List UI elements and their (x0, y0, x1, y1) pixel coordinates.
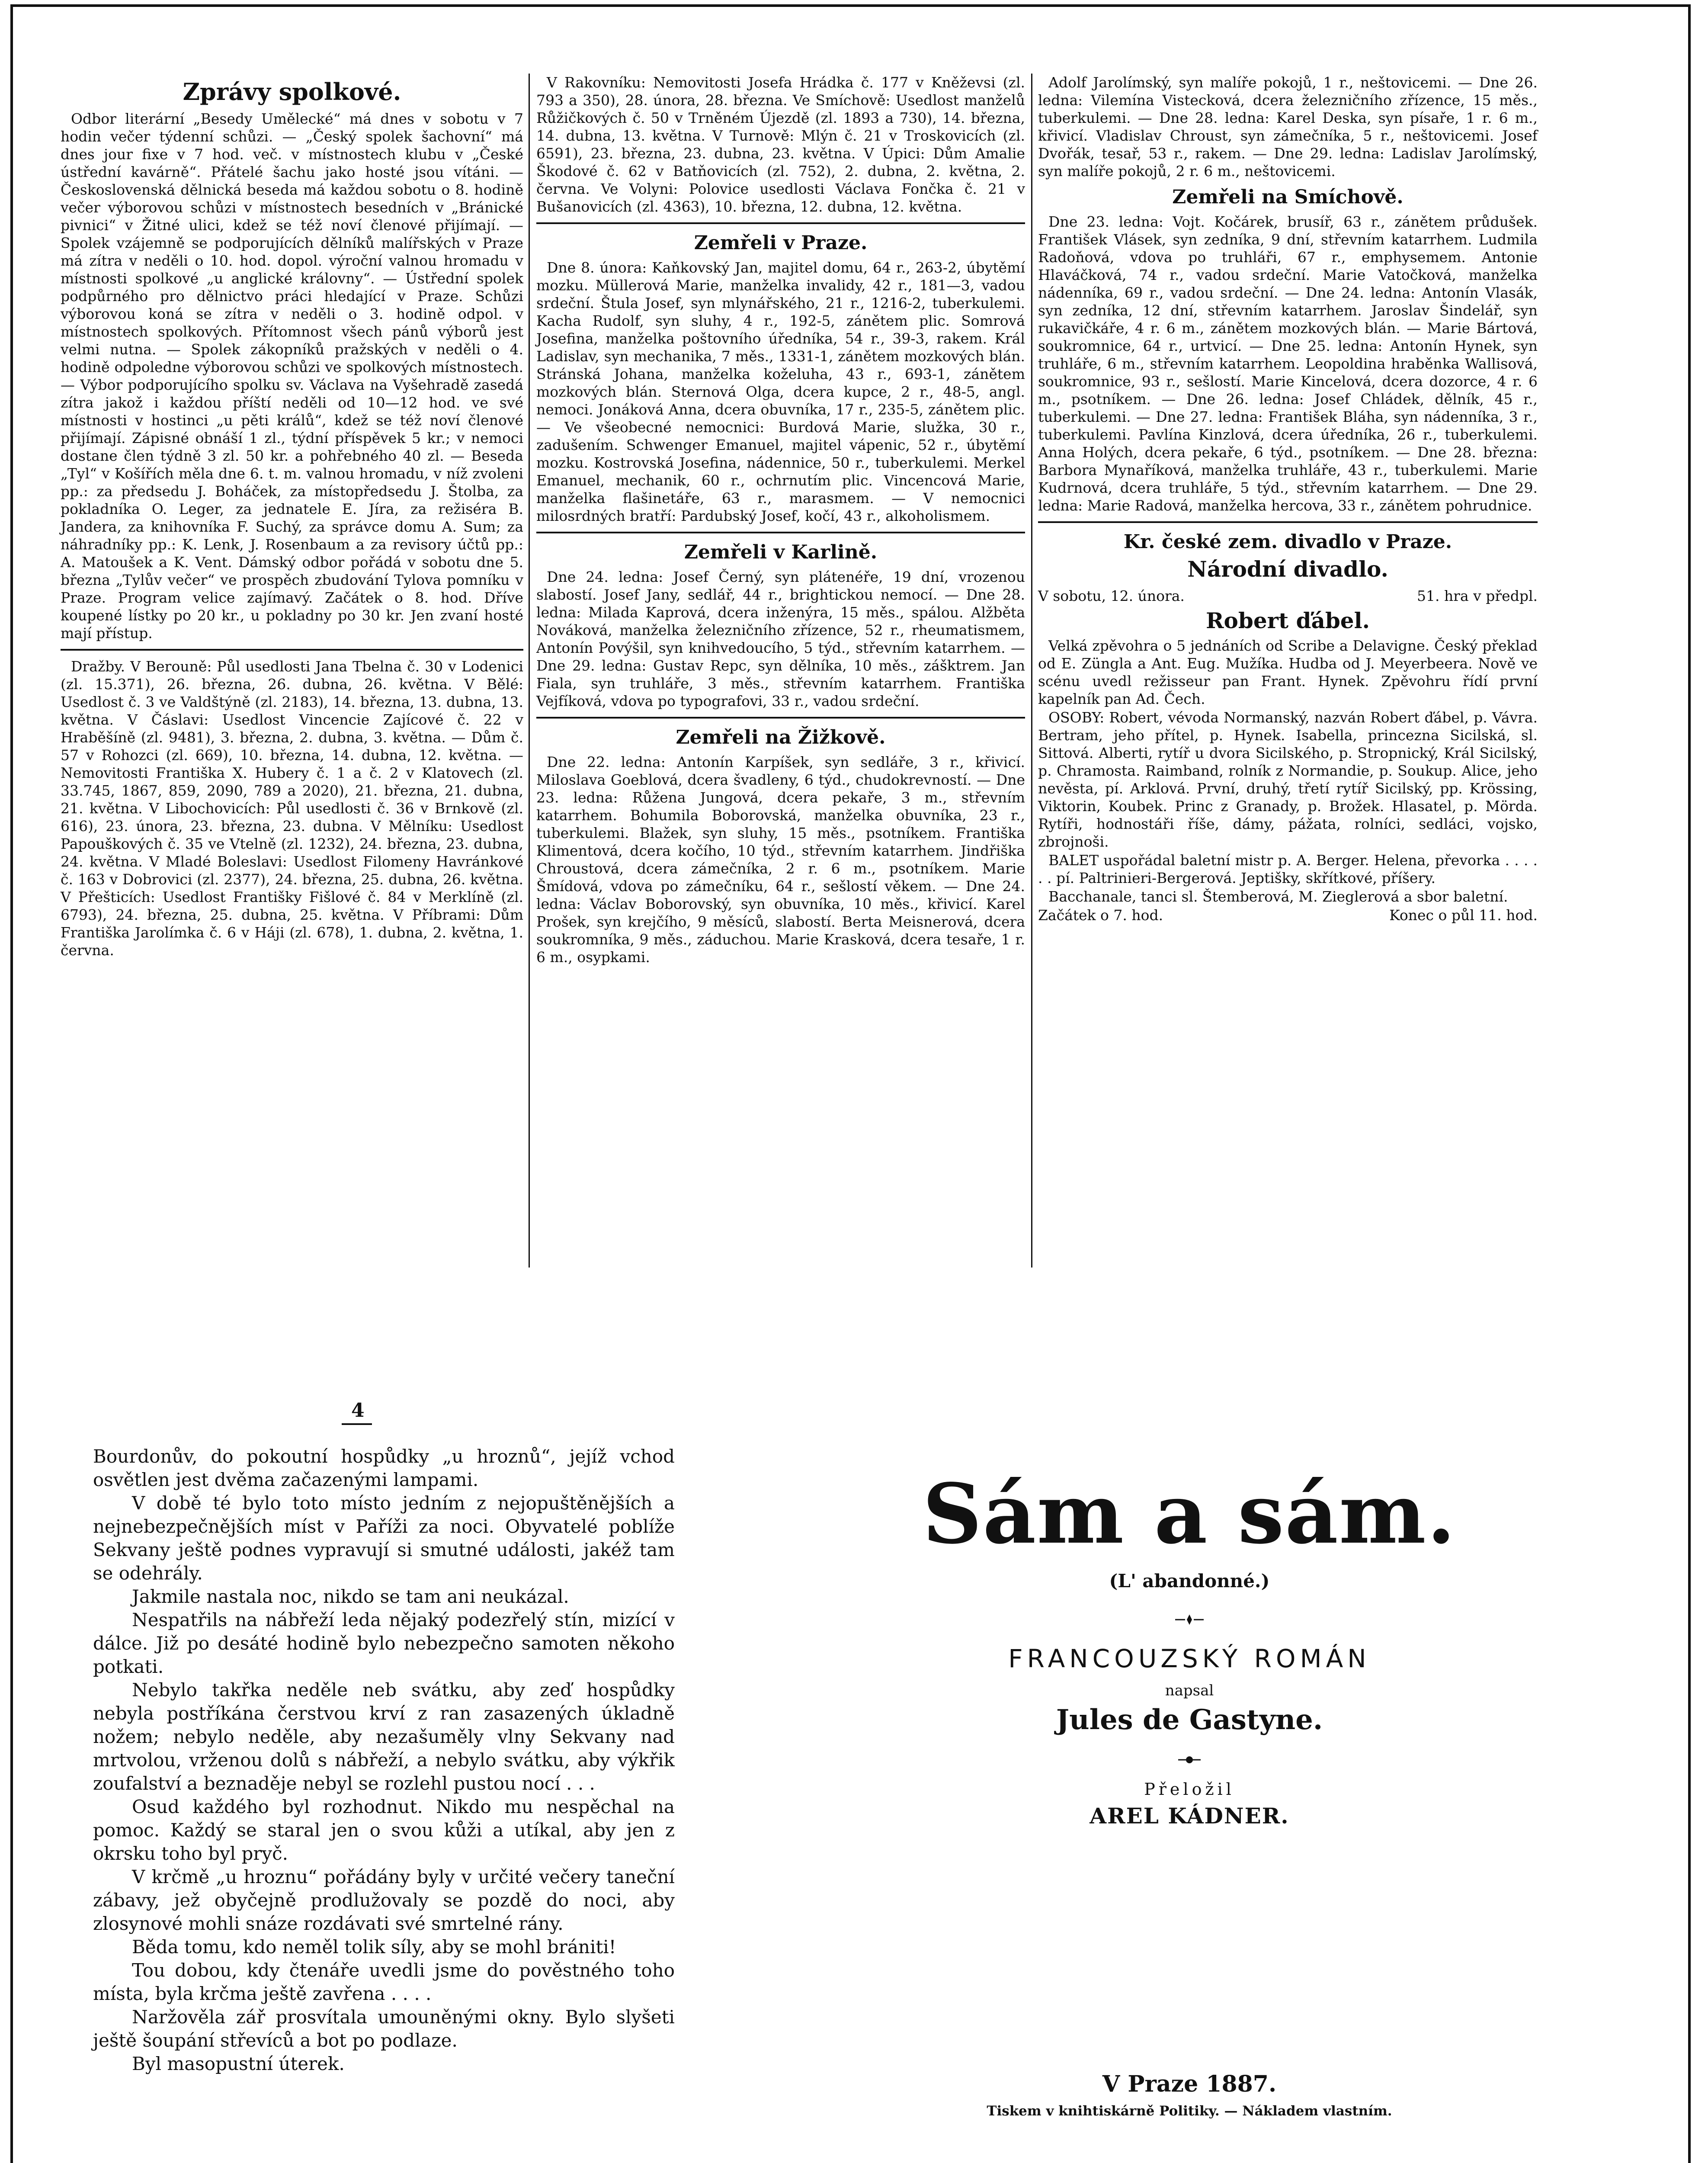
original-title: (L' abandonné.) (1109, 1570, 1270, 1592)
ballet-info: BALET uspořádal baletní mistr p. A. Berger. Helena, převorka . . . . . . pí. Paltrinieri-Bergerová. Jeptišky, skřítkové, příšery. (1038, 852, 1538, 886)
story-paragraph: Osud každého byl rozhodnut. Nikdo mu nespěchal na pomoc. Každý se staral jen o svou kůži a utíkal, aby jen z okrsku toho byl pryč. (93, 1796, 675, 1864)
heading-zemreli-zizkov: Zemřeli na Žižkově. (676, 726, 886, 748)
imprint-place: V Praze 1887. (1102, 2071, 1277, 2097)
book-title: Sám a sám. (922, 1466, 1457, 1562)
story-paragraph: Bourdonův, do pokoutní hospůdky „u hroznů“, jejíž vchod osvětlen jest dvěma začazenými lampami. (93, 1446, 675, 1490)
story-paragraph: Tou dobou, kdy čtenáře uvedli jsme do pověstného toho místa, byla krčma ještě zavřena . . . . (93, 1960, 675, 2004)
title-page (843, 1467, 1535, 2119)
drazby-continued: V Rakovníku: Nemovitosti Josefa Hrádka č. 177 v Kněževsi (zl. 793 a 350), 28. února, 28. března. Ve Smíchově: Usedlost manželů Růžičkových č. 50 v Trněném Újezdě (zl. 1893 a 730), 14. března, 14. dubna, 13. května. V Turnově: Mlýn č. 21 v Troskovicích (zl. 6591), 23. března, 23. dubna, 23. května. V Úpici: Dům Amalie Škodové č. 62 v Batňovicích (zl. 752), 2. dubna, 2. května, 2. června. Ve Volyni: Polovice usedlosti Václava Fončka č. 21 v Bušanovicích (zl. 4363), 10. března, 12. dubna, 12. května. (536, 74, 1025, 215)
heading-zpravy-spolkove: Zprávy spolkové. (183, 78, 401, 106)
times-row (1038, 906, 1538, 924)
start-time: Začátek o 7. hod. (1038, 907, 1163, 924)
divider (536, 532, 1025, 533)
story-paragraph: Jakmile nastala noc, nikdo se tam ani neukázal. (132, 1586, 569, 1607)
zemreli-praha-text: Dne 8. února: Kaňkovský Jan, majitel domu, 64 r., 263-2, úbytěmí mozku. Müllerová Marie, manželka invalidy, 42 r., 181—3, vadou srdeční. Štula Josef, syn mlynářského, 21 r., 1216-2, tuberkulemi. Kacha Rudolf, syn sluhy, 4 r., 192-5, zánětem plic. Somrová Josefina, manželka poštovního úředníka, 54 r., 39-3, rakem. Král Ladislav, syn mechanika, 7 měs., 1331-1, zánětem mozkových blán. Stránská Johana, manželka koželuha, 43 r., 693-1, zánětem mozkových blán. Sternová Olga, dcera kupce, 2 r., 48-5, angl. nemoci. Jonáková Anna, dcera obuvníka, 17 r., 235-5, zánětem plic. — Ve všeobecné nemocnici: Burdová Marie, služka, 30 r., zadušením. Schwenger Emanuel, majitel vápenic, 52 r., úbytěmí mozku. Kostrovská Josefina, nádennice, 50 r., tuberkulemi. Merkel Emanuel, mechanik, 60 r., ochrnutím plic. Vincencová Marie, manželka flašinetáře, 63 r., marasmem. — V nemocnici milosrdných bratří: Pardubský Josef, kočí, 43 r., alkoholismem. (536, 259, 1025, 524)
zemreli-karlin-text: Dne 24. ledna: Josef Černý, syn plátenéře, 19 dní, vrozenou slabostí. Josef Jany, sedlář, 44 r., brightickou nemocí. — Dne 28. ledna: Milada Kaprová, dcera inženýra, 15 měs., spálou. Alžběta Nováková, manželka železničního zřízence, 52 r., rheumatismem, Antonín Povýšil, syn knihvedoucího, 5 týd., střevním katarrhem. — Dne 29. ledna: Gustav Repc, syn dělníka, 10 měs., zášktrem. Jan Fiala, syn truhláře, 3 měs., střevním katarrhem. Františka Vejfíková, vdova po typografovi, 33 r., vadou srdeční. (536, 568, 1025, 709)
story-paragraph: Nespatřils na nábřeží leda nějaký podezřelý stín, mizící v dálce. Již po desáté hodině bylo nebezpečno samoten někoho potkati. (93, 1609, 675, 1677)
performance-row (1038, 587, 1538, 605)
column-2 (536, 74, 1025, 967)
zizkov-continued: Adolf Jarolímský, syn malíře pokojů, 1 r., neštovicemi. — Dne 26. ledna: Vilemína Vistecková, dcera železničního zřízence, 15 měs., tuberkulemi. — Dne 28. ledna: Karel Deska, syn písaře, 1 r. 6 m., křivicí. Vladislav Chroust, syn zámečníka, 5 r., neštovicemi. Josef Dvořák, tesař, 53 r., rakem. — Dne 29. ledna: Ladislav Jarolímský, syn malíře pokojů, 2 r. 6 m., neštovicemi. (1038, 74, 1538, 180)
story-paragraph: Byl masopustní úterek. (132, 2053, 345, 2074)
end-time: Konec o půl 11. hod. (1389, 907, 1538, 924)
story-paragraph: V době té bylo toto místo jedním z nejopuštěnějších a nejnebezpečnějších míst v Paříži za noci. Obyvatelé poblíže Sekvany ještě podnes vypravují si smutné události, jakéž tam se odehrály. (93, 1492, 675, 1584)
page-number-rule (342, 1423, 372, 1425)
ornament-icon (843, 1749, 1535, 1771)
story-paragraph: Běda tomu, kdo neměl tolik síly, aby se mohl brániti! (132, 1936, 616, 1958)
heading-zemreli-karlin: Zemřeli v Karlině. (684, 541, 878, 563)
napsal-label: napsal (1165, 1682, 1214, 1699)
play-title: Robert ďábel. (1205, 608, 1370, 633)
divider (61, 649, 523, 651)
column-1 (61, 74, 523, 960)
story-paragraph: Naržověla zář prosvítala umouněnými okny. Bylo slyšeti ještě šoupání střevíců a bot po podlaze. (93, 2006, 675, 2051)
cast-list: OSOBY: Robert, vévoda Normanský, nazván Robert ďábel, p. Vávra. Bertram, jeho přítel, p. Hynek. Isabella, princezna Sicilská, sl. Sittová. Alberti, rytíř u dvora Sicilského, p. Stropnický, Král Sicilský, p. Chramosta. Raimband, rolník z Normandie, p. Soukup. Alice, jeho nevěsta, pí. Arklová. První, druhý, třetí rytíř Sicilský, pp. Krössing, Viktorin, Koubek. Princ z Granady, p. Brožek. Hlasatel, p. Mörda. Rytíři, hodnostáři říše, dámy, pážata, rolníci, sedláci, vojsko, zbrojnoši. (1038, 709, 1538, 850)
theatre-subheading: Národní divadlo. (1187, 556, 1388, 582)
heading-zemreli-smichov: Zemřeli na Smíchově. (1172, 186, 1404, 208)
divider (1038, 521, 1538, 523)
performance-number: 51. hra v předpl. (1416, 587, 1538, 604)
genre: FRANCOUZSKÝ ROMÁN (1008, 1644, 1371, 1673)
ornament-icon (843, 1609, 1535, 1631)
heading-zemreli-praha: Zemřeli v Praze. (694, 232, 868, 254)
spolkove-text: Odbor literární „Besedy Umělecké“ má dnes v sobotu v 7 hodin večer týdenní schůzi. — „Český spolek šachovní“ má dnes jour fixe v 7 hod. več. v místnostech klubu v „České ústřední kavárně“. Přátelé šachu jako hosté jsou vítáni. — Československá dělnická beseda má každou sobotu o 8. hodině večer výborovou schůzi v místnostech besedních v „Bránické pivnici“ v Žitné ulici, kdež se též noví členové přijímají. — Spolek vzájemně se podporujících dělníků malířských v Praze má zítra v neděli o 10. hod. dopol. výroční valnou hromadu v místnosti spolkové „u anglické královny“. — Ústřední spolek podpůrného pro dělnictvo práci hledající v Praze. Schůzi výborovou koná se zítra v neděli o 3. hodině odpol. v místnostech spolkových. Přítomnost všech pánů výborů jest velmi nutna. — Spolek zákopníků pražských v neděli o 4. hodině odpoledne výborovou schůzi ve spolkových místnostech. — Výbor podporujícího spolku sv. Václava na Vyšehradě zasedá zítra jakož i každou příští neděli od 10—12 hod. ve své místnosti v hostinci „u pěti králů“, kdež se též noví členové přijímají. Zápisné obnáší 1 zl., týdní příspěvek 5 kr.; v nemoci dostane člen týdně 3 zl. 50 kr. a pohřebného 40 zl. — Beseda „Tyl“ v Košířích měla dne 6. t. m. valnou hromadu, v níž zvoleni pp.: za předsedu J. Boháček, za místopředsedu J. Štolba, za pokladníka O. Leger, za jednatele E. Jíra, za režiséra B. Jandera, za knihovníka F. Suchý, za správce domu A. Sum; za náhradníky pp.: K. Lenk, J. Rosenbaum a za revisory účtů pp.: A. Matoušek a K. Vent. Dámský odbor pořádá v sobotu dne 5. března „Tylův večer“ ve prospěch zbudování Tylova pomníku v Praze. Program velice zajímavý. Začátek o 8. hod. Dříve koupené lístky po 20 kr., u pokladny po 30 kr. Jen zvaní hosté mají přístup. (61, 110, 523, 642)
divider (536, 717, 1025, 719)
author: Jules de Gastyne. (1056, 1704, 1323, 1736)
page-number: 4 (351, 1399, 365, 1422)
story-paragraph: V krčmě „u hroznu“ pořádány byly v určité večery taneční zábavy, jež obyčejně prodlužovaly se pozdě do noci, aby zlosynové mohli snáze rozdávati své smrtelné rány. (93, 1866, 675, 1934)
zemreli-zizkov-text: Dne 22. ledna: Antonín Karpíšek, syn sedláře, 3 r., křivicí. Miloslava Goeblová, dcera švadleny, 6 týd., chudokrevností. — Dne 23. ledna: Růžena Jungová, dcera pekaře, 3 m., střevním katarrhem. Bohumila Boborovská, manželka obuvníka, 23 r., tuberkulemi. Blažek, syn sluhy, 15 měs., psotníkem. Františka Klimentová, dcera kočího, 10 týd., střevním katarrhem. Jindřiška Chroustová, dcera zámečníka, 2 r. 6 m., psotníkem. Marie Šmídová, vdova po zámečníku, 64 r., sešlostí věkem. — Dne 24. ledna: Václav Boborovský, syn obuvníka, 10 měs., křivicí. Karel Prošek, syn krejčího, 9 měsíců, slabostí. Berta Meisnerová, dcera soukromníka, 9 měs., záduchou. Marie Krasková, dcera tesaře, 1 r. 6 m., osypkami. (536, 754, 1025, 966)
theatre-heading: Kr. české zem. divadlo v Praze. (1123, 531, 1452, 553)
column-separator (1031, 74, 1032, 1268)
performance-date: V sobotu, 12. února. (1038, 587, 1185, 604)
column-separator (529, 74, 530, 1268)
opera-description: Velká zpěvohra o 5 jednáních od Scribe a Delavigne. Český překlad od E. Züngla a Ant. Eug. Mužíka. Hudba od J. Meyerbeera. Nově ve scénu uvedl režisseur pan Frant. Hynek. Zpěvohru řídí první kapelník pan Ad. Čech. (1038, 637, 1538, 707)
zemreli-smichov-text: Dne 23. ledna: Vojt. Kočárek, brusíř, 63 r., zánětem průdušek. František Vlásek, syn zedníka, 9 dní, střevním katarrhem. Ludmila Radoňová, vdova po truhláři, 67 r., emphysemem. Antonie Hlaváčková, 74 r., vadou srdeční. Marie Vatočková, manželka nádenníka, 69 r., vadou srdeční. — Dne 24. ledna: Antonín Vlasák, syn zedníka, 12 dní, střevním katarrhem. Jaroslav Šindelář, syn rukavičkáře, 4 r. 6 m., zánětem mozkových blán. — Marie Bártová, soukromnice, 64 r., urtvicí. — Dne 25. ledna: Antonín Hynek, syn truhláře, 6 m., střevním katarrhem. Leopoldina hraběnka Wallisová, soukromnice, 93 r., sešlostí. Marie Kincelová, dcera dozorce, 4 r. 6 m., psotníkem. — Dne 26. ledna: Josef Chládek, dělník, 45 r., tuberkulemi. — Dne 27. ledna: František Bláha, syn nádenníka, 3 r., tuberkulemi. Pavlína Kinzlová, dcera úředníka, 26 r., tuberkulemi. Anna Holých, dcera pekaře, 6 týd., psotníkem. — Dne 28. března: Barbora Mynaříková, manželka truhláře, 43 r., tuberkulemi. Marie Kudrnová, dcera truhláře, 5 týd., střevním katarrhem. — Dne 29. ledna: Marie Radová, manželka hercova, 33 r., zánětem pohrudnice. (1038, 213, 1538, 514)
story-paragraph: Nebylo takřka neděle neb svátku, aby zeď hospůdky nebyla postříkána čerstvou krví z ran zasazených úkladně nožem; nebylo neděle, aby nezašuměly vlny Sekvany nad mrtvolou, vrženou dolů s nábřeží, a nebylo svátku, aby výkřik zoufalství a beznaděje nebyl se rozlehl pustou nocí . . . (93, 1679, 675, 1794)
translated-by-label: Přeložil (1144, 1780, 1235, 1799)
story-text (93, 1445, 675, 2076)
translator: AREL KÁDNER. (1090, 1803, 1289, 1829)
column-3 (1038, 74, 1538, 924)
printer-line: Tiskem v knihtiskárně Politiky. — Nákladem vlastním. (987, 2103, 1392, 2119)
bacchanale-info: Bacchanale, tanci sl. Štemberová, M. Zieglerová a sbor baletní. (1048, 888, 1508, 905)
divider (536, 222, 1025, 224)
drazby-text: Dražby. V Berouně: Půl usedlosti Jana Tbelna č. 30 v Lodenici (zl. 15.371), 26. března, 26. dubna, 26. května. V Bělé: Usedlost č. 3 ve Valdštýně (zl. 2183), 14. března, 13. dubna, 13. května. V Čáslavi: Usedlost Vincencie Zajícové č. 22 v Hraběšíně (zl. 9481), 3. března, 2. dubna, 3. května. — Dům č. 57 v Rohozci (zl. 669), 10. března, 14. dubna, 12. května. — Nemovitosti Františka X. Hubery č. 1 a č. 2 v Klatovech (zl. 33.745, 1867, 859, 2090, 789 a 2020), 21. března, 21. dubna, 21. května. V Libochovicích: Půl usedlosti č. 36 v Brnkově (zl. 616), 23. února, 23. března, 23. dubna. V Mělníku: Usedlost Papouškových č. 35 ve Vtelně (zl. 1232), 24. března, 23. dubna, 24. května. V Mladé Boleslavi: Usedlost Filomeny Havránkové č. 163 v Dobrovici (zl. 2377), 24. března, 25. dubna, 26. května. V Přešticích: Usedlost Františky Fišlové č. 84 v Merklíně (zl. 6793), 24. března, 25. dubna, 25. května. V Příbrami: Dům Františka Jarolímka č. 6 v Háji (zl. 678), 1. dubna, 2. května, 1. června. (61, 658, 523, 959)
